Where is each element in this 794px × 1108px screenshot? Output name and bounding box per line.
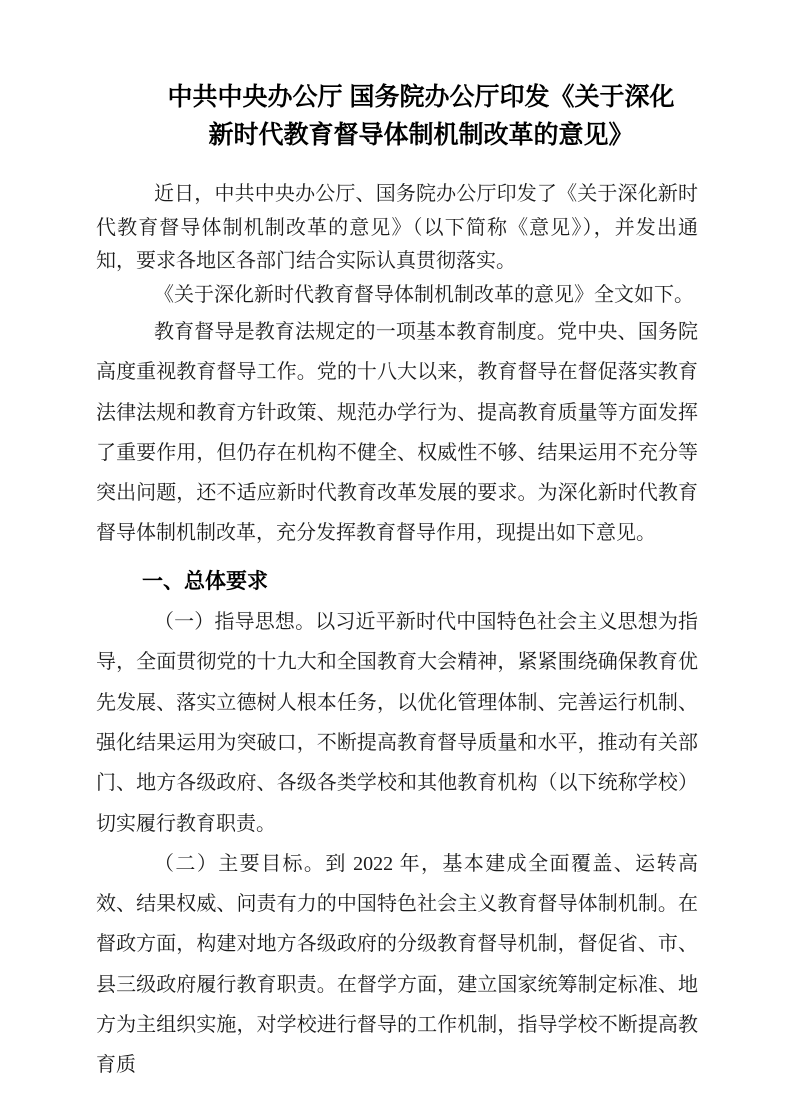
paragraph-fulltext-lead: 《关于深化新时代教育督导体制机制改革的意见》全文如下。 xyxy=(154,283,694,306)
paragraph-notice: 近日，中共中央办公厅、国务院办公厅印发了《关于深化新时代教育督导体制机制改革的意见》（以下简称《意见》），并发出通知，要求各地区各部门结合实际认真贯彻落实。 xyxy=(96,183,698,272)
paragraph-main-goals: （二）主要目标。到 2022 年，基本建成全面覆盖、运转高效、结果权威、问责有力的中国特色社会主义教育督导体制机制。在督政方面，构建对地方各级政府的分级教育督导机制，督促省、市、县三级政府履行教育职责。在督学方面，建立国家统筹制定标准、地方为主组织实施，对学校进行督导的工作机制，指导学校不断提高教育质 xyxy=(96,852,698,1077)
main-text-section xyxy=(96,312,698,1086)
section-heading-overall-requirements: 一、总体要求 xyxy=(142,569,268,593)
document-title-line-1: 中共中央办公厅 国务院办公厅印发《关于深化 xyxy=(167,83,675,111)
paragraph-preamble: 教育督导是教育法规定的一项基本教育制度。党中央、国务院高度重视教育督导工作。党的十八大以来，教育督导在督促落实教育法律法规和教育方针政策、规范办学行为、提高教育质量等方面发挥了重要作用，但仍存在机构不健全、权威性不够、结果运用不充分等突出问题，还不适应新时代教育改革发展的要求。为深化新时代教育督导体制机制改革，充分发挥教育督导作用，现提出如下意见。 xyxy=(96,321,698,545)
paragraph-guiding-ideology: （一）指导思想。以习近平新时代中国特色社会主义思想为指导，全面贯彻党的十九大和全国教育大会精神，紧紧围绕确保教育优先发展、落实立德树人根本任务，以优化管理体制、完善运行机制、强化结果运用为突破口，不断提高教育督导质量和水平，推动有关部门、地方各级政府、各级各类学校和其他教育机构（以下统称学校）切实履行教育职责。 xyxy=(96,611,698,835)
intro-section xyxy=(96,178,698,312)
document-title xyxy=(96,78,698,154)
document-title-line-2: 新时代教育督导体制机制改革的意见》 xyxy=(208,121,634,149)
